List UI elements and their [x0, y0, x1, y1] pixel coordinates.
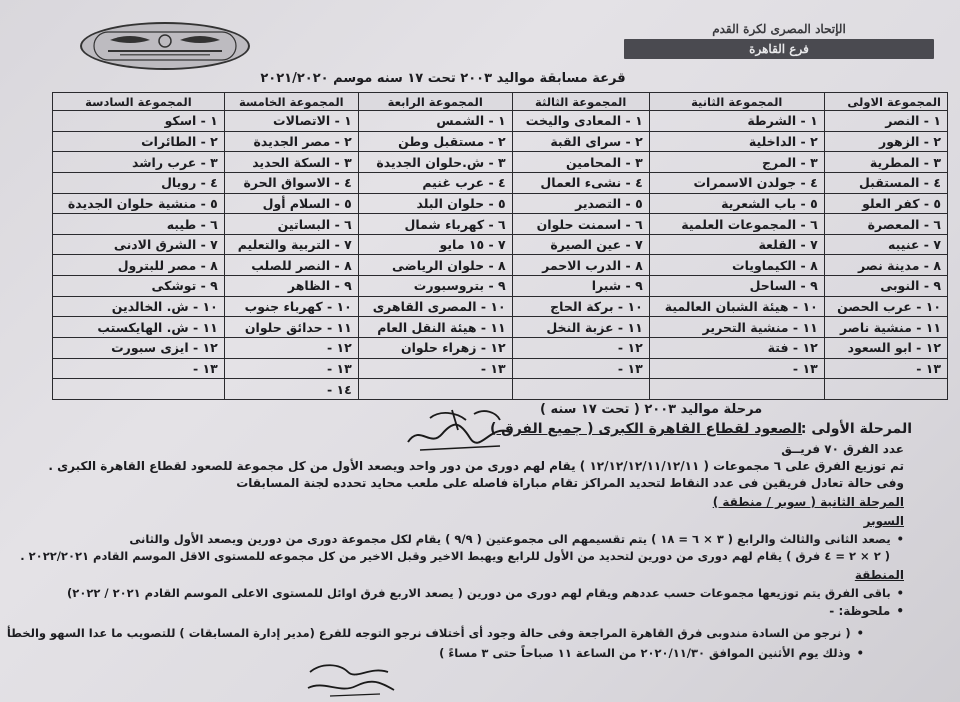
federation-logo	[80, 22, 250, 70]
team-cell: ٤ - رويال	[53, 172, 225, 193]
phase2-label: المرحلة الثانية ( سوبر / منطقة )	[712, 495, 904, 509]
branch-name: فرع القاهرة	[624, 39, 934, 59]
team-cell: ٦ - كهرباء شمال	[358, 214, 512, 235]
team-cell: ١٢ - ايزى سبورت	[53, 338, 225, 359]
team-cell: ١٤ -	[224, 379, 358, 400]
team-cell: ١١ - عزبة النخل	[512, 317, 649, 338]
team-cell: ١١ - منشية ناصر	[824, 317, 947, 338]
team-cell: ١ - الشرطة	[649, 111, 824, 132]
team-cell: ١٢ -	[512, 338, 649, 359]
team-cell: ٨ - مصر للبترول	[53, 255, 225, 276]
team-cell: ٦ - المجموعات العلمية	[649, 214, 824, 235]
team-cell: ١٠ - ش. الخالدين	[53, 296, 225, 317]
team-cell	[649, 379, 824, 400]
team-cell: ١٠ - بركة الحاج	[512, 296, 649, 317]
team-cell: ١١ - حدائق حلوان	[224, 317, 358, 338]
team-cell: ٢ - الداخلية	[649, 131, 824, 152]
team-cell	[53, 379, 225, 400]
table-row	[53, 358, 948, 379]
team-cell: ٥ - كفر العلو	[824, 193, 947, 214]
team-cell: ٥ - التصدير	[512, 193, 649, 214]
team-cell: ٧ - ١٥ مايو	[358, 234, 512, 255]
table-row	[53, 111, 948, 132]
team-cell: ٩ - شبرا	[512, 276, 649, 297]
team-cell: ١٢ - ابو السعود	[824, 338, 947, 359]
team-cell: ٥ - حلوان البلد	[358, 193, 512, 214]
super-label: السوبر	[863, 514, 904, 528]
region-label: المنطقة	[854, 568, 904, 582]
group-header: المجموعة الثالثة	[512, 93, 649, 111]
teams-count: عدد الفرق ٧٠ فريــق	[781, 442, 904, 456]
table-row	[53, 131, 948, 152]
team-cell: ٢ - سراى القبة	[512, 131, 649, 152]
table-row	[53, 379, 948, 400]
team-cell: ٣ - المطرية	[824, 152, 947, 173]
tie-rule-text: وفى حالة تعادل فريقين فى عدد النقاط لتحديد المراكز تقام مباراة فاصله على ملعب محايد تحدده لجنة المسابقات	[236, 476, 904, 490]
team-cell: ١٣ -	[512, 358, 649, 379]
team-cell: ٣ - المرج	[649, 152, 824, 173]
team-cell: ٦ - البساتين	[224, 214, 358, 235]
team-cell: ١٣ -	[824, 358, 947, 379]
table-row	[53, 296, 948, 317]
team-cell: ٢ - مصر الجديدة	[224, 131, 358, 152]
table-row	[53, 234, 948, 255]
groups-table	[52, 92, 948, 400]
team-cell: ٧ - القلعة	[649, 234, 824, 255]
team-cell: ١٣ -	[649, 358, 824, 379]
group-header: المجموعة الخامسة	[224, 93, 358, 111]
remark-2: • وذلك يوم الأثنين الموافق ٢٠٢٠/١١/٣٠ من الساعة ١١ صباحاً حتى ٣ مساءً )	[439, 646, 864, 660]
team-cell: ٥ - باب الشعرية	[649, 193, 824, 214]
super-rule-2: ( ٢ × ٢ = ٤ فرق ) يقام لهم دورى من دورين لتحديد من الأول للرابع ويهبط الاخير وقبل الاخير من كل مجموعه للمستوى الاقل الموسم القادم ٢٠٢٢/٢٠٢١ .	[20, 549, 890, 563]
team-cell: ٧ - الشرق الادنى	[53, 234, 225, 255]
team-cell: ١١ - ش. الهايكستب	[53, 317, 225, 338]
remarks-label: • ملحوظة: -	[829, 604, 904, 618]
table-row	[53, 317, 948, 338]
region-rule: • باقى الفرق يتم توزيعها مجموعات حسب عددهم ويقام لهم دورى من دورين ( يصعد الاربع فرق اوائل للمستوى الاعلى الموسم القادم ٢٠٢١ / ٢٠٢٢)	[67, 586, 904, 600]
team-cell: ٧ - عنيبه	[824, 234, 947, 255]
team-cell: ٩ - بتروسبورت	[358, 276, 512, 297]
distribution-text: تم توزيع الفرق على ٦ مجموعات ( ١٢/١٢/١٢/١١/١٢/١١ ) يقام لهم دورى من دور واحد ويصعد الأول من كل مجموعة للصعود لقطاع القاهرة الكبرى .	[48, 459, 904, 473]
logo-emblem-icon	[90, 28, 240, 64]
team-cell: ١٠ - هيئة الشبان العالمية	[649, 296, 824, 317]
team-cell: ٥ - السلام أول	[224, 193, 358, 214]
team-cell: ١ - الاتصالات	[224, 111, 358, 132]
team-cell: ٢ - الزهور	[824, 131, 947, 152]
team-cell: ١٢ - زهراء حلوان	[358, 338, 512, 359]
group-header: المجموعة الاولى	[824, 93, 947, 111]
team-cell: ١ - اسكو	[53, 111, 225, 132]
table-row	[53, 214, 948, 235]
team-cell: ٢ - مستقبل وطن	[358, 131, 512, 152]
table-row	[53, 172, 948, 193]
team-cell: ١١ - هيئة النقل العام	[358, 317, 512, 338]
table-row	[53, 193, 948, 214]
remark-1: • ( نرجو من السادة مندوبى فرق القاهرة المراجعة وفى حالة وجود أى أختلاف نرجو التوجه للفرع (مدير إدارة المسابقات ) للتصويب ما عدا السهو والخطأ	[7, 626, 864, 640]
team-cell	[824, 379, 947, 400]
team-cell: ١٣ -	[358, 358, 512, 379]
table-row	[53, 276, 948, 297]
team-cell: ٦ - اسمنت حلوان	[512, 214, 649, 235]
team-cell: ٥ - منشية حلوان الجديدة	[53, 193, 225, 214]
phase1-text: الصعود لقطاع القاهرة الكبرى ( جميع الفرق )	[489, 421, 802, 437]
team-cell: ١٠ - المصرى القاهرى	[358, 296, 512, 317]
team-cell: ٨ - الكيماويات	[649, 255, 824, 276]
table-row	[53, 255, 948, 276]
phase1-label: المرحلة الأولى :	[800, 421, 912, 437]
group-header: المجموعة السادسة	[53, 93, 225, 111]
team-cell: ٤ - الاسواق الحرة	[224, 172, 358, 193]
table-row	[53, 152, 948, 173]
team-cell: ٤ - عرب غنيم	[358, 172, 512, 193]
team-cell: ٧ - التربية والتعليم	[224, 234, 358, 255]
team-cell: ٨ - حلوان الرياضى	[358, 255, 512, 276]
team-cell: ٢ - الطائرات	[53, 131, 225, 152]
team-cell	[512, 379, 649, 400]
header-branding	[624, 22, 934, 59]
team-cell: ١٠ - عرب الحصن	[824, 296, 947, 317]
team-cell: ٧ - عين الصيرة	[512, 234, 649, 255]
team-cell: ٤ - المستقبل	[824, 172, 947, 193]
team-cell: ١٣ -	[224, 358, 358, 379]
team-cell: ٦ - المعصرة	[824, 214, 947, 235]
team-cell: ٩ - توشكى	[53, 276, 225, 297]
team-cell: ٣ - المحامين	[512, 152, 649, 173]
group-header: المجموعة الثانية	[649, 93, 824, 111]
team-cell: ١٠ - كهرباء جنوب	[224, 296, 358, 317]
signature-top-icon	[400, 404, 520, 456]
team-cell: ١ - المعادى واليخت	[512, 111, 649, 132]
federation-name: الإتحاد المصرى لكرة القدم	[712, 22, 846, 36]
team-cell	[358, 379, 512, 400]
team-cell: ١ - النصر	[824, 111, 947, 132]
team-cell: ١٢ -	[224, 338, 358, 359]
stage-title: مرحلة مواليد ٢٠٠٣ ( تحت ١٧ سنه )	[540, 402, 763, 417]
team-cell: ٨ - الدرب الاحمر	[512, 255, 649, 276]
team-cell: ١٢ - فتة	[649, 338, 824, 359]
group-header: المجموعة الرابعة	[358, 93, 512, 111]
team-cell: ٣ - السكة الحديد	[224, 152, 358, 173]
team-cell: ١٣ -	[53, 358, 225, 379]
team-cell: ١١ - منشية التحرير	[649, 317, 824, 338]
team-cell: ٨ - النصر للصلب	[224, 255, 358, 276]
table-row	[53, 338, 948, 359]
team-cell: ٩ - النوبى	[824, 276, 947, 297]
team-cell: ٣ - ش.حلوان الجديدة	[358, 152, 512, 173]
team-cell: ٩ - الظاهر	[224, 276, 358, 297]
team-cell: ٤ - جولدن الاسمرات	[649, 172, 824, 193]
team-cell: ٨ - مدينة نصر	[824, 255, 947, 276]
signature-bottom-icon	[300, 658, 400, 700]
super-rule-1: • يصعد الثانى والثالث والرابع ( ٣ × ٦ = ١٨ ) يتم تقسيمهم الى مجموعتين ( ٩/٩ ) يقام لكل مجموعة دورى من دورين ويصعد الأول والثانى	[129, 532, 904, 546]
team-cell: ٤ - نشىء العمال	[512, 172, 649, 193]
table-header-row	[53, 93, 948, 111]
team-cell: ٩ - الساحل	[649, 276, 824, 297]
team-cell: ٣ - عرب راشد	[53, 152, 225, 173]
team-cell: ١ - الشمس	[358, 111, 512, 132]
page-title: قرعة مسابقة مواليد ٢٠٠٣ تحت ١٧ سنه موسم ٢٠٢١/٢٠٢٠	[260, 71, 626, 86]
team-cell: ٦ - طيبه	[53, 214, 225, 235]
